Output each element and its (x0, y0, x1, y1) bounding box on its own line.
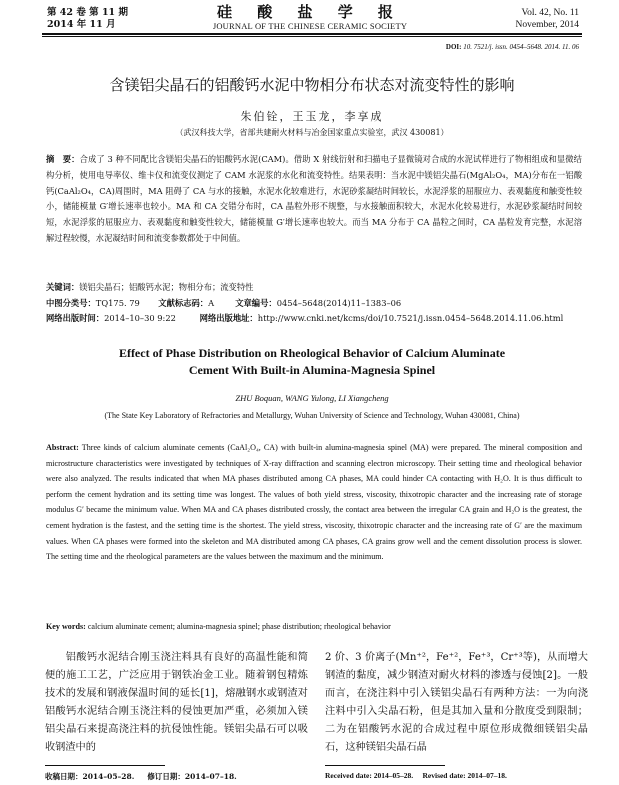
clc-value: TQ175. 79 (95, 297, 140, 308)
journal-masthead (150, 3, 470, 32)
journal-volume-issue-en (516, 7, 579, 31)
affiliation-en: (The State Key Laboratory of Refractories and Metallurgy, Wuhan University of Science and Technology, Wuhan 430081, China) (104, 411, 520, 420)
page-title-en (42, 345, 582, 379)
classification-row (46, 296, 582, 312)
body-text-left: 铝酸钙水泥结合刚玉浇注料具有良好的高温性能和简便的施工工艺，广泛应用于钢铁冶金工业。随着钢包精炼技术的发展和钢液保温时间的延长[1]，熔融钢水或钢渣对铝酸钙水泥结合刚玉浇注料的侵蚀更加严重，必须加入镁铝尖晶石来提高浇注料的抗侵蚀性能。镁铝尖晶石可以吸收钢渣中的 (45, 652, 308, 754)
header-rule-thin (42, 36, 582, 37)
title-en-line2: Cement With Built-in Alumina-Magnesia Spinel (188, 363, 436, 377)
received-date-cn: 收稿日期：2014–05–28. (45, 772, 135, 781)
keywords-cn: 镁铝尖晶石；铝酸钙水泥；物相分布；流变特性 (79, 282, 254, 292)
online-time-value: 2014–10–30 9:22 (104, 313, 176, 323)
doc-code-value: A (208, 297, 215, 308)
keywords-en-row (46, 621, 582, 633)
header-rule-thick (42, 33, 582, 35)
revised-date-en: Revised date: 2014–07–18. (422, 771, 507, 780)
keywords-label-cn: 关键词： (46, 282, 80, 292)
doi-label: DOI: (445, 43, 462, 51)
authors-cn: 朱伯铨，王玉龙，李享成 (240, 110, 384, 123)
journal-name-en: JOURNAL OF THE CHINESE CERAMIC SOCIETY (212, 21, 408, 31)
abstract-text-en: Three kinds of calcium aluminate cements (CaAl₂O₄, CA) with built-in alumina-magnesia spinel (MA) were prepared. The mineral composition and microstructure characteristics were investigated by techniques of X-ray diffraction and scanning electron microscopy. Their setting time and rheological behavior were also analyzed. The results indicated that when MA phases distributed among CA phases, MA could hinder CA contacting with H₂O. It is thus difficult to perform the cement hydration and its setting time was longest. The values of both yield stress, viscosity, thixotropic character and the increasing rate of storage modulus G′ became the minimum value. When MA and CA phases distributed crossly, the contact area between the irregular CA grain and H₂O is the greatest, the cement hydration is the fastest, and the setting time is the shortest. The yield stress, viscosity, thixotropic character and the increasing rate of G′ are the maximum values. When CA phases were formed into the skeleton and MA distributed among CA phases, CA grains grow well and the cement dissolution process is slower. The setting time and the rheological parameters are the values between the maximum and the minimum. (46, 443, 582, 562)
clc-label: 中图分类号： (46, 297, 96, 308)
metadata-cn (46, 280, 582, 327)
footnote-rule-right (325, 765, 445, 766)
article-no-label: 文章编号： (235, 297, 277, 308)
doc-code-label: 文献标志码： (158, 297, 209, 308)
body-column-right: 2 价、3 价离子(Mn⁺²，Fe⁺²，Fe⁺³，Cr⁺³等)，从而增大钢渣的黏度，减少钢渣对耐火材料的渗透与侵蚀[2]。一般而言，在浇注料中引入镁铝尖晶石有两种方法：一为向浇注料中引入尖晶石粉，但是其加入量和分散度受到限制；二为在铝酸钙水泥的合成过程中原位形成微细镁铝尖晶石，这种镁铝尖晶石晶 (325, 652, 588, 754)
keywords-cn-row (46, 280, 582, 296)
title-en-line1: Effect of Phase Distribution on Rheological Behavior of Calcium Aluminate (118, 346, 506, 360)
authors-en: ZHU Boquan, WANG Yulong, LI Xiangcheng (235, 393, 389, 403)
abstract-label-cn: 摘 要： (46, 154, 80, 164)
article-no-value: 0454–5648(2014)11–1383–06 (276, 297, 402, 308)
issue-date-cn: 2014 年 11 月 (47, 19, 116, 30)
doi-value: 10. 7521/j. issn. 0454–5648. 2014. 11. 06 (463, 43, 579, 51)
footnote-rule-left (45, 765, 165, 766)
online-time-label: 网络出版时间： (46, 313, 105, 323)
keywords-label-en: Key words: (46, 622, 86, 631)
abstract-en (46, 440, 582, 565)
journal-name-cn: 硅 酸 盐 学 报 (217, 3, 403, 21)
journal-volume-issue (47, 7, 128, 31)
footnote-dates-en (325, 771, 507, 780)
revised-date-cn: 修订日期：2014–07–18. (147, 772, 237, 781)
affiliation-cn: （武汉科技大学，省部共建耐火材料与冶金国家重点实验室，武汉 430081） (175, 128, 449, 137)
keywords-en: calcium aluminate cement; alumina-magnesia spinel; phase distribution; rheological behavior (87, 622, 391, 631)
volume-issue-cn: 第 42 卷 第 11 期 (47, 7, 128, 18)
abstract-cn (46, 152, 582, 247)
issue-date-en: November, 2014 (515, 20, 579, 30)
volume-issue-en: Vol. 42, No. 11 (521, 8, 579, 18)
online-row (46, 311, 582, 327)
doi-line (446, 43, 579, 51)
received-date-en: Received date: 2014–05–28. (325, 771, 414, 780)
abstract-text-cn: 合成了 3 种不同配比含镁铝尖晶石的铝酸钙水泥(CAM)。借助 X 射线衍射和扫描电子显微镜对合成的水泥试样进行了物相组成和显微结构分析，使用电导率仪、维卡仪和流变仪测定了 CAM 水泥浆的水化和流变特性。结果表明：当水泥中镁铝尖晶石(MgAl₂O₄，MA)分布在一铝酸钙(CaAl₂O₄，CA)周围时，MA 阻碍了 CA 与水的接触，水泥水化较难进行，水泥砂浆凝结时间较长，水泥浮浆的屈服应力、表观黏度和触变性较小，储能模量 G′增长速率也较小。MA 和 CA 交错分布时，CA 晶粒外形不规整，与水接触面积较大，水泥水化较易进行，水泥砂浆凝结时间较短，水泥浮浆的屈服应力、表观黏度和触变性较大，储能模量 G′增长速率也较大。而当 MA 分布于 CA 晶粒之间时，CA 晶粒发育完整，水泥溶解过程较慢，水泥凝结时间和流变参数都处于中间值。 (46, 154, 582, 243)
online-url-link[interactable]: http://www.cnki.net/kcms/doi/10.7521/j.issn.0454–5648.2014.11.06.html (257, 313, 564, 323)
footnote-dates-cn (45, 771, 237, 782)
online-url-label: 网络出版地址： (199, 313, 258, 323)
abstract-label-en: Abstract: (46, 443, 79, 452)
page-title-cn: 含镁铝尖晶石的铝酸钙水泥中物相分布状态对流变特性的影响 (109, 76, 515, 94)
body-column-left (45, 649, 308, 758)
